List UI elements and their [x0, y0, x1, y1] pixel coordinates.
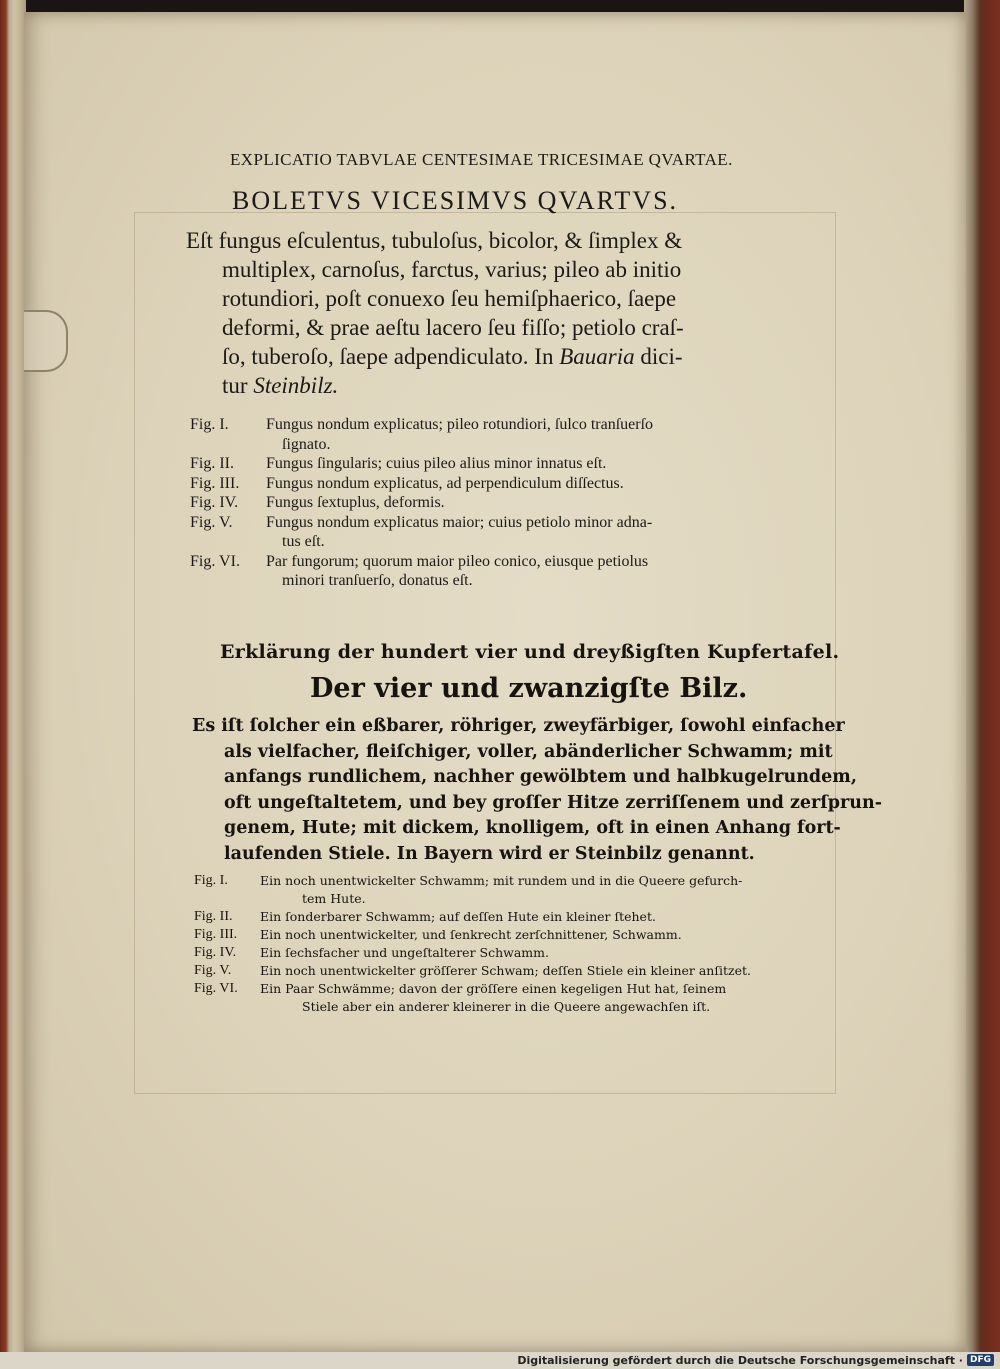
figure-text: Ein Paar Schwämme; davon der gröſſere einen kegeligen Hut hat, ſeinem — [260, 981, 727, 996]
latin-line-5 — [186, 342, 806, 371]
figure-key: Fig. I. — [190, 416, 229, 433]
german-figure-2 — [194, 908, 824, 926]
german-figure-4 — [194, 944, 824, 962]
figure-text: Fungus nondum explicatus, ad perpendiculum diſſectus. — [266, 474, 624, 492]
german-line-1: Es iſt ſolcher ein eßbarer, röhriger, zweyfärbiger, ſowohl einfacher — [192, 716, 845, 736]
latin-line-5-end: dici- — [640, 344, 683, 369]
latin-line-1: Eſt fungus eſculentus, tubuloſus, bicolor, & ſimplex & — [186, 228, 683, 253]
latin-line-6-text: tur — [222, 373, 248, 398]
figure-continuation: ſignato. — [282, 435, 331, 453]
figure-continuation: minori tranſuerſo, donatus eſt. — [282, 572, 473, 589]
latin-figure-4 — [190, 493, 820, 513]
german-figure-list — [194, 872, 824, 1016]
german-line-6: laufenden Stiele. In Bayern wird er Steinbilz genannt. — [224, 843, 755, 864]
figure-key: Fig. III. — [194, 927, 238, 942]
figure-key: Fig. III. — [190, 474, 240, 492]
latin-species-name: Steinbilz. — [253, 373, 339, 398]
german-title: Der vier und zwanzigſte Bilz. — [310, 673, 748, 704]
latin-figure-5 — [190, 513, 820, 533]
figure-text: Ein ſechsfacher und ungeſtalterer Schwamm. — [260, 945, 549, 960]
figure-text: Ein noch unentwickelter Schwamm; mit rundem und in die Queere gefurch- — [260, 873, 743, 888]
book-edge-left — [0, 0, 26, 1369]
figure-text: Fungus ſextuplus, deformis. — [266, 494, 445, 511]
figure-key: Fig. V. — [194, 963, 232, 978]
figure-key: Fig. II. — [190, 455, 234, 472]
figure-key: Fig. VI. — [194, 981, 238, 996]
figure-key: Fig. VI. — [190, 552, 240, 570]
figure-continuation: Stiele aber ein anderer kleinerer in die Queere angewachſen iſt. — [302, 999, 711, 1014]
german-figure-5 — [194, 962, 824, 980]
figure-text: Fungus nondum explicatus maior; cuius petiolo minor adna- — [266, 513, 653, 531]
figure-text: Par fungorum; quorum maior pileo conico, eiusque petiolus — [266, 552, 649, 570]
latin-line-5-text: ſo, tuberoſo, ſaepe adpendiculato. In — [222, 344, 554, 369]
latin-figure-list — [190, 415, 820, 591]
book-edge-right — [964, 0, 1000, 1369]
latin-line-4: deformi, & prae aeſtu lacero ſeu fiſſo; petiolo craſ- — [222, 315, 684, 340]
digitization-credit — [517, 1351, 994, 1369]
latin-line-3: rotundiori, poſt conuexo ſeu hemiſphaerico, ſaepe — [222, 286, 677, 311]
figure-text: Fungus ſingularis; cuius pileo alius minor innatus eſt. — [266, 455, 607, 472]
german-figure-1 — [194, 872, 824, 890]
figure-key: Fig. IV. — [190, 494, 239, 511]
german-line-2: als vielfacher, fleiſchiger, voller, abänderlicher Schwamm; mit — [224, 741, 833, 762]
german-figure-6 — [194, 980, 824, 998]
figure-key: Fig. V. — [190, 513, 233, 531]
latin-figure-2 — [190, 454, 820, 474]
latin-line-6 — [186, 371, 806, 400]
figure-text: Fungus nondum explicatus; pileo rotundiori, ſulco tranſuerſo — [266, 416, 654, 433]
latin-title: BOLETVS VICESIMVS QVARTVS. — [232, 186, 679, 215]
latin-place-name: Bauaria — [559, 344, 635, 369]
figure-key: Fig. I. — [194, 873, 228, 888]
figure-continuation: tem Hute. — [302, 891, 366, 906]
figure-text: Ein ſonderbarer Schwamm; auf deſſen Hute ein kleiner ſtehet. — [260, 909, 656, 924]
german-figure-3 — [194, 926, 824, 944]
figure-key: Fig. II. — [194, 909, 233, 924]
latin-figure-3 — [190, 474, 820, 494]
latin-line-2: multiplex, carnoſus, farctus, varius; pileo ab initio — [222, 257, 682, 282]
latin-heading: EXPLICATIO TABVLAE CENTESIMAE TRICESIMAE QVARTAE. — [230, 150, 733, 169]
latin-figure-1 — [190, 415, 820, 435]
german-line-4: oft ungeſtaltetem, und bey groſſer Hitze zerriſſenem und zerſprun- — [224, 792, 882, 813]
german-paragraph — [192, 714, 882, 867]
credit-text: Digitalisierung gefördert durch die Deutsche Forschungsgemeinschaft · — [517, 1353, 963, 1367]
german-line-3: anfangs rundlichem, nachher gewölbtem und halbkugelrundem, — [224, 767, 857, 787]
figure-key: Fig. IV. — [194, 945, 237, 960]
latin-figure-6 — [190, 552, 820, 572]
german-line-5: genem, Hute; mit dickem, knolligem, oft in einen Anhang fort- — [224, 818, 841, 838]
german-heading: Erklärung der hundert vier und dreyßigſten Kupfertafel. — [220, 641, 840, 663]
figure-text: Ein noch unentwickelter gröſſerer Schwam; deſſen Stiele ein kleiner anſitzet. — [260, 963, 751, 978]
page-tab-mark — [24, 310, 68, 372]
dfg-logo: DFG — [967, 1354, 994, 1366]
figure-text: Ein noch unentwickelter, und ſenkrecht zerſchnittener, Schwamm. — [260, 927, 682, 942]
figure-continuation: tus eſt. — [282, 533, 325, 550]
latin-paragraph — [186, 226, 806, 400]
